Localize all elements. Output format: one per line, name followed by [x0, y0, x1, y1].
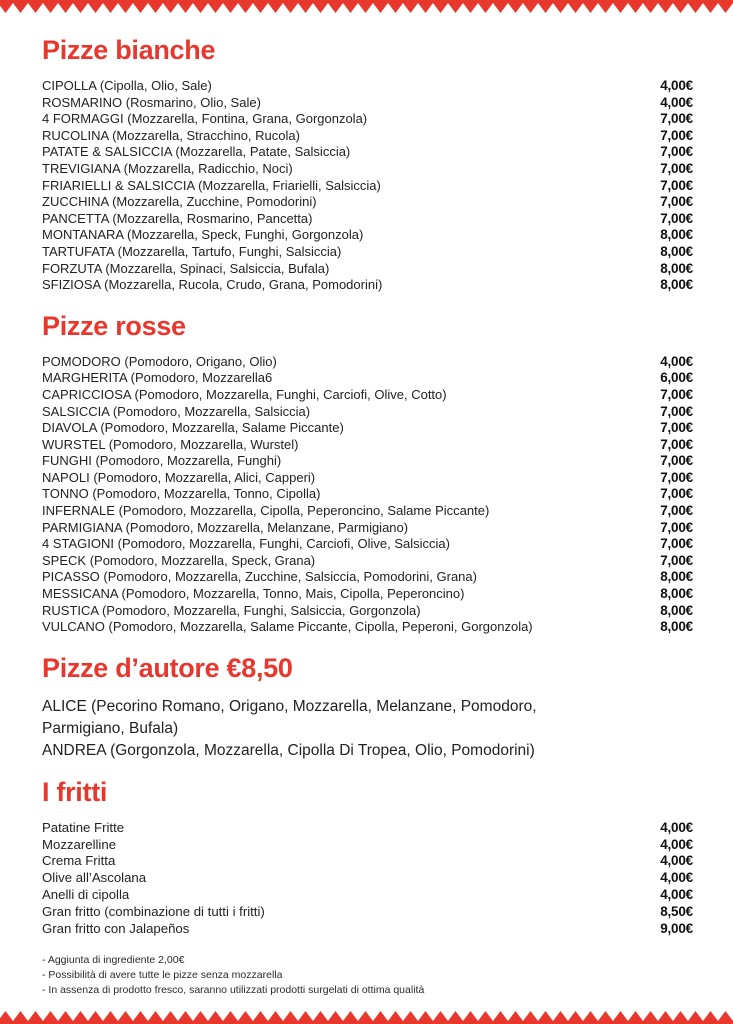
zigzag-path-top	[0, 0, 733, 13]
item-desc: (Mozzarella, Rucola, Crudo, Grana, Pomodorini)	[104, 277, 383, 293]
menu-item	[42, 619, 693, 636]
item-text	[42, 569, 477, 586]
item-price: 4,00€	[660, 853, 693, 869]
item-text	[42, 486, 320, 503]
item-text	[42, 354, 277, 371]
menu-item	[42, 603, 693, 620]
item-price: 7,00€	[660, 503, 693, 519]
item-text	[42, 178, 381, 195]
item-text	[42, 261, 329, 278]
item-text	[42, 870, 146, 887]
zigzag-path-bottom	[0, 1011, 733, 1024]
item-text	[42, 437, 298, 454]
item-price: 7,00€	[660, 552, 693, 568]
item-name: ALICE	[42, 697, 87, 715]
item-desc: (Mozzarella, Spinaci, Salsiccia, Bufala)	[105, 260, 330, 276]
menu-item	[42, 437, 693, 454]
menu-item	[42, 194, 693, 211]
item-name: SALSICCIA	[42, 403, 110, 419]
section-title-pizze-rosse: Pizze rosse	[42, 310, 186, 341]
item-price: 7,00€	[660, 210, 693, 226]
item-desc: (Pomodoro, Mozzarella, Wurstel)	[108, 436, 299, 452]
item-price: 7,00€	[660, 420, 693, 436]
item-text	[42, 503, 489, 520]
item-price: 7,00€	[660, 127, 693, 143]
item-desc: (Gorgonzola, Mozzarella, Cipolla Di Tropea, Olio, Pomodorini)	[110, 741, 535, 759]
menu-item	[42, 404, 693, 421]
item-price: 7,00€	[660, 386, 693, 402]
item-desc: (Pomodoro, Mozzarella, Speck, Grana)	[89, 552, 316, 568]
menu-item	[42, 553, 693, 570]
menu-item	[42, 696, 562, 740]
menu-item	[42, 111, 693, 128]
item-text	[42, 420, 344, 437]
item-name: RUCOLINA	[42, 127, 109, 143]
item-price: 8,00€	[660, 277, 693, 293]
item-name: PATATE & SALSICCIA	[42, 144, 172, 160]
section-title-pizze-bianche: Pizze bianche	[42, 35, 216, 65]
item-name: POMODORO	[42, 353, 121, 369]
item-text	[42, 194, 317, 211]
item-desc: (Mozzarella, Zucchine, Pomodorini)	[112, 194, 317, 210]
item-text	[42, 553, 315, 570]
item-text	[42, 853, 115, 870]
item-desc: (Pomodoro, Mozzarella, Funghi, Carciofi, Olive, Salsiccia)	[117, 536, 450, 552]
menu-item	[42, 870, 693, 887]
item-text	[42, 387, 447, 404]
item-name: RUSTICA	[42, 602, 99, 618]
item-name: 4 FORMAGGI	[42, 111, 124, 127]
item-desc: (Pomodoro, Mozzarella, Tonno, Mais, Cipolla, Peperoncino)	[121, 586, 465, 602]
menu-item	[42, 740, 562, 762]
menu-item	[42, 244, 693, 261]
item-text	[42, 603, 421, 620]
item-text	[42, 837, 116, 854]
menu-item	[42, 387, 693, 404]
item-name: DIAVOLA	[42, 420, 97, 436]
item-desc: (Rosmarino, Olio, Sale)	[125, 94, 261, 110]
item-desc: (Pomodoro, Mozzarella6	[130, 370, 273, 386]
menu-item	[42, 211, 693, 228]
menu-section-pizze-dautore	[42, 652, 693, 762]
item-price: 8,00€	[660, 569, 693, 585]
menu-item	[42, 161, 693, 178]
item-name: SFIZIOSA	[42, 277, 101, 293]
item-desc: (Mozzarella, Speck, Funghi, Gorgonzola)	[127, 227, 364, 243]
menu-item	[42, 586, 693, 603]
item-text	[42, 211, 312, 228]
item-name: MARGHERITA	[42, 370, 127, 386]
item-name: WURSTEL	[42, 436, 106, 452]
item-text	[42, 95, 261, 112]
item-text	[42, 619, 533, 636]
item-desc: (Mozzarella, Radicchio, Noci)	[123, 160, 293, 176]
item-desc: (Pomodoro, Origano, Olio)	[124, 353, 277, 369]
item-text	[42, 698, 537, 737]
item-name: TREVIGIANA	[42, 160, 121, 176]
item-name: Crema Fritta	[42, 853, 116, 869]
item-name: Mozzarelline	[42, 836, 117, 852]
item-name: TONNO	[42, 486, 89, 502]
item-price: 8,00€	[660, 243, 693, 259]
menu-item	[42, 486, 693, 503]
zigzag-border-bottom	[0, 1011, 733, 1024]
menu-section-pizze-rosse	[42, 310, 693, 636]
item-name: VULCANO	[42, 619, 105, 635]
item-price: 7,00€	[660, 486, 693, 502]
menu-item	[42, 144, 693, 161]
item-name: Anelli di cipolla	[42, 887, 130, 902]
item-text	[42, 820, 124, 837]
item-text	[42, 370, 272, 387]
item-desc: (Mozzarella, Stracchino, Rucola)	[112, 127, 300, 143]
footer-notes	[42, 953, 693, 998]
item-name: TARTUFATA	[42, 243, 114, 259]
menu-item	[42, 227, 693, 244]
item-name: Patatine Fritte	[42, 819, 125, 835]
item-name: PARMIGIANA	[42, 519, 122, 535]
item-text	[42, 161, 293, 178]
menu-item	[42, 370, 693, 387]
menu-item	[42, 420, 693, 437]
footer-note: - Aggiunta di ingrediente 2,00€	[42, 954, 185, 967]
item-price: 7,00€	[660, 194, 693, 210]
item-name: ZUCCHINA	[42, 194, 109, 210]
item-name: 4 STAGIONI	[42, 536, 114, 552]
footer-note: - Possibilità di avere tutte le pizze senza mozzarella	[42, 969, 283, 982]
item-desc: (Mozzarella, Friarielli, Salsiccia)	[198, 177, 381, 193]
item-text	[42, 520, 408, 537]
item-price: 8,00€	[660, 619, 693, 635]
item-name: ROSMARINO	[42, 94, 123, 110]
item-text	[42, 111, 367, 128]
item-name: PANCETTA	[42, 210, 109, 226]
item-desc: (Pecorino Romano, Origano, Mozzarella, Melanzane, Pomodoro, Parmigiano, Bufala)	[42, 697, 537, 737]
item-price: 7,00€	[660, 144, 693, 160]
item-price: 8,00€	[660, 227, 693, 243]
menu-item	[42, 453, 693, 470]
menu-item	[42, 536, 693, 553]
menu-item	[42, 470, 693, 487]
section-title-pizze-dautore: Pizze d’autore €8,50	[42, 652, 293, 683]
item-name: Gran fritto (combinazione di tutti i fritti)	[42, 903, 265, 919]
item-text	[42, 244, 341, 261]
item-price: 7,00€	[660, 436, 693, 452]
item-text	[42, 453, 281, 470]
item-price: 7,00€	[660, 177, 693, 193]
menu-item	[42, 569, 693, 586]
menu-item	[42, 354, 693, 371]
item-desc: (Mozzarella, Fontina, Grana, Gorgonzola)	[127, 111, 368, 127]
item-name: FUNGHI	[42, 453, 92, 469]
item-price: 9,00€	[660, 920, 693, 936]
item-name: MESSICANA	[42, 586, 118, 602]
menu-section-i-fritti	[42, 776, 693, 938]
item-desc: (Pomodoro, Mozzarella, Cipolla, Peperoncino, Salame Piccante)	[118, 503, 490, 519]
item-list-i-fritti	[42, 820, 693, 938]
item-desc: (Pomodoro, Mozzarella, Funghi)	[95, 453, 282, 469]
item-price: 4,00€	[660, 819, 693, 835]
menu-item	[42, 904, 693, 921]
menu-item	[42, 520, 693, 537]
item-desc: (Cipolla, Olio, Sale)	[99, 78, 212, 93]
item-text	[42, 144, 350, 161]
item-list-pizze-bianche	[42, 78, 693, 294]
item-price: 4,00€	[660, 836, 693, 852]
item-desc: (Pomodoro, Mozzarella, Melanzane, Parmigiano)	[125, 519, 409, 535]
item-price: 7,00€	[660, 453, 693, 469]
item-price: 8,50€	[660, 903, 693, 919]
item-desc: (Pomodoro, Mozzarella, Zucchine, Salsiccia, Pomodorini, Grana)	[103, 569, 477, 585]
item-name: Gran fritto con Jalapeños	[42, 920, 190, 936]
item-desc: (Mozzarella, Tartufo, Funghi, Salsiccia)	[117, 243, 342, 259]
item-list-pizze-rosse	[42, 354, 693, 636]
item-desc: (Mozzarella, Patate, Salsiccia)	[175, 144, 351, 160]
item-text	[42, 227, 363, 244]
item-text	[42, 921, 189, 938]
item-desc: (Pomodoro, Mozzarella, Salame Piccante)	[100, 420, 344, 436]
item-price: 4,00€	[660, 887, 693, 902]
item-price: 4,00€	[660, 94, 693, 110]
item-price: 8,00€	[660, 586, 693, 602]
item-desc: (Pomodoro, Mozzarella, Salame Piccante, Cipolla, Peperoni, Gorgonzola)	[108, 619, 533, 635]
menu-item	[42, 178, 693, 195]
item-text	[42, 470, 315, 487]
item-price: 8,00€	[660, 260, 693, 276]
item-text	[42, 404, 310, 421]
item-desc: (Pomodoro, Mozzarella, Funghi, Carciofi, Olive, Cotto)	[134, 386, 447, 402]
item-text	[42, 78, 212, 95]
menu-item	[42, 853, 693, 870]
item-name: ANDREA	[42, 741, 106, 759]
item-text	[42, 536, 450, 553]
item-desc: (Pomodoro, Mozzarella, Tonno, Cipolla)	[92, 486, 321, 502]
item-price: 7,00€	[660, 403, 693, 419]
item-desc: (Pomodoro, Mozzarella, Alici, Capperi)	[93, 469, 316, 485]
menu-item	[42, 95, 693, 112]
item-price: 4,00€	[660, 353, 693, 369]
item-name: CIPOLLA	[42, 78, 97, 93]
item-name: INFERNALE	[42, 503, 115, 519]
menu-item	[42, 503, 693, 520]
menu-item	[42, 128, 693, 145]
section-title-i-fritti: I fritti	[42, 776, 108, 807]
item-text	[42, 586, 464, 603]
item-name: Olive all’Ascolana	[42, 870, 147, 886]
item-name: CAPRICCIOSA	[42, 386, 131, 402]
menu-item	[42, 277, 693, 294]
menu-item	[42, 261, 693, 278]
menu-item	[42, 921, 693, 938]
item-text	[42, 128, 300, 145]
item-text	[42, 887, 129, 904]
item-text	[42, 277, 382, 294]
menu-item	[42, 887, 693, 904]
item-price: 7,00€	[660, 160, 693, 176]
item-name: PICASSO	[42, 569, 100, 585]
menu-section-pizze-bianche	[42, 34, 693, 294]
item-price: 7,00€	[660, 469, 693, 485]
item-price: 6,00€	[660, 370, 693, 386]
item-name: NAPOLI	[42, 469, 90, 485]
item-price: 8,00€	[660, 602, 693, 618]
item-name: FORZUTA	[42, 260, 102, 276]
item-price: 7,00€	[660, 536, 693, 552]
item-price: 7,00€	[660, 519, 693, 535]
menu-item	[42, 837, 693, 854]
item-name: SPECK	[42, 552, 87, 568]
zigzag-border-top	[0, 0, 733, 13]
item-desc: (Pomodoro, Mozzarella, Funghi, Salsiccia, Gorgonzola)	[101, 602, 421, 618]
item-list-pizze-dautore	[42, 696, 693, 762]
item-name: MONTANARA	[42, 227, 124, 243]
menu-item	[42, 820, 693, 837]
item-price: 4,00€	[660, 78, 693, 93]
menu-item	[42, 78, 693, 95]
item-text	[42, 742, 535, 759]
item-name: FRIARIELLI & SALSICCIA	[42, 177, 195, 193]
item-desc: (Pomodoro, Mozzarella, Salsiccia)	[112, 403, 311, 419]
item-price: 4,00€	[660, 870, 693, 886]
item-price: 7,00€	[660, 111, 693, 127]
item-desc: (Mozzarella, Rosmarino, Pancetta)	[112, 210, 313, 226]
item-text	[42, 904, 265, 921]
footer-note: - In assenza di prodotto fresco, saranno utilizzati prodotti surgelati di ottima qualità	[42, 984, 425, 997]
